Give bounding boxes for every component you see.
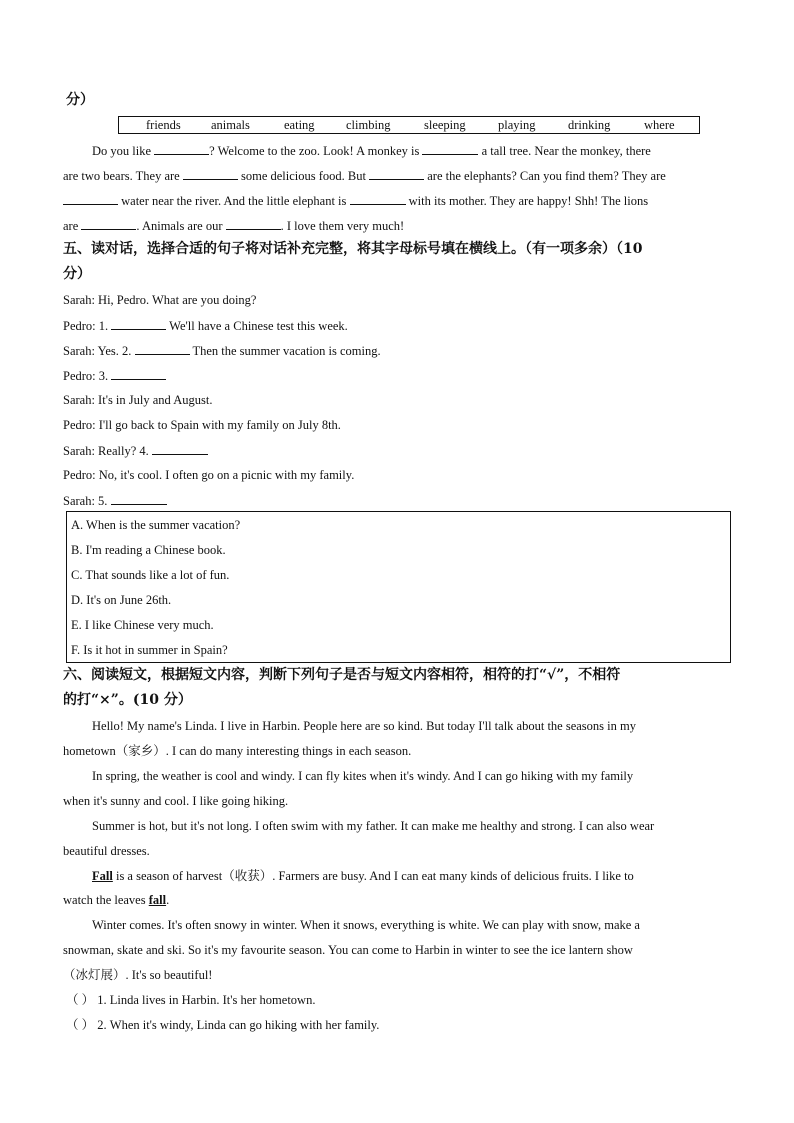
dialogue-line: Sarah: 5. [63,492,167,509]
emphasis-word: fall [148,893,167,907]
answer-blank[interactable] [152,442,208,455]
option-item: A. When is the summer vacation? [71,518,241,532]
reading-paragraph-line: beautiful dresses. [63,844,150,858]
reading-paragraph-line: when it's sunny and cool. I like going hiking. [63,794,289,808]
section-title: 六、阅读短文，根据短文内容，判断下列句子是否与短文内容相符，相符的打“√”，不相符 [63,667,621,683]
answer-blank[interactable] [183,167,238,180]
answer-blank[interactable] [111,317,166,330]
reading-paragraph-line: Summer is hot, but it's not long. I often swim with my father. It can make me healthy and strong. I can also wear [92,819,655,833]
section-title-cont: 的打“×”。(10 分） [63,692,192,708]
reading-paragraph-line: In spring, the weather is cool and windy. I can fly kites when it's windy. And I can go hiking with my family [92,769,634,783]
dialogue-line: Sarah: Hi, Pedro. What are you doing? [63,293,257,307]
section-title-continuation: 分） [66,92,94,108]
word-bank-item: eating [284,118,315,132]
answer-blank[interactable] [135,342,190,355]
answer-blank[interactable] [154,142,209,155]
option-item: E. I like Chinese very much. [71,618,214,632]
answer-paren[interactable]: （ ） [66,993,95,1007]
dialogue-line: Pedro: I'll go back to Spain with my family on July 8th. [63,418,341,432]
passage-line: water near the river. And the little elephant is with its mother. They are happy! Shh! The lions [63,192,648,209]
answer-paren[interactable]: （ ） [66,1018,95,1032]
option-item: D. It's on June 26th. [71,593,172,607]
word-bank-item: animals [211,118,250,132]
word-bank-item: where [644,118,675,132]
dialogue-line: Sarah: It's in July and August. [63,393,213,407]
reading-paragraph-line: watch the leaves fall. [63,893,170,907]
emphasis-word: Fall [92,869,113,883]
section-title-cont: 分） [63,266,91,282]
options-box [66,511,731,663]
dialogue-line: Pedro: 1. We'll have a Chinese test this week. [63,319,348,333]
reading-paragraph-line: Fall is a season of harvest（收获）. Farmers are busy. And I can eat many kinds of delicious fruits. I like to [92,869,634,883]
word-bank [118,116,700,134]
reading-paragraph-line: （冰灯展）. It's so beautiful! [63,968,213,982]
answer-blank[interactable] [111,367,166,380]
answer-blank[interactable] [63,192,118,205]
passage-line: Do you like ? Welcome to the zoo. Look! A monkey is a tall tree. Near the monkey, there [92,144,651,158]
answer-blank[interactable] [422,142,478,155]
reading-paragraph-line: hometown（家乡）. I can do many interesting things in each season. [63,744,412,758]
word-bank-item: playing [498,118,536,132]
word-bank-item: climbing [346,118,391,132]
option-item: B. I'm reading a Chinese book. [71,543,226,557]
answer-blank[interactable] [81,217,136,230]
dialogue-line: Sarah: Yes. 2. Then the summer vacation is coming. [63,344,381,358]
passage-line: are two bears. They are some delicious food. But are the elephants? Can you find them? They are [63,169,666,183]
answer-blank[interactable] [350,192,406,205]
section-title: 五、读对话，选择合适的句子将对话补充完整，将其字母标号填在横线上。（有一项多余）（10 [63,241,643,257]
reading-paragraph-line: snowman, skate and ski. So it's my favourite season. You can come to Harbin in winter to see the ice lantern show [63,943,633,957]
answer-blank[interactable] [369,167,424,180]
judge-item: （ ） 2. When it's windy, Linda can go hiking with her family. [66,1018,380,1032]
dialogue-line: Sarah: Really? 4. [63,442,208,459]
passage-line: are . Animals are our . I love them very much! [63,219,405,233]
judge-item: （ ） 1. Linda lives in Harbin. It's her hometown. [66,993,316,1007]
answer-blank[interactable] [111,492,167,505]
dialogue-line: Pedro: 3. [63,367,166,384]
dialogue-line: Pedro: No, it's cool. I often go on a picnic with my family. [63,468,355,482]
word-bank-item: drinking [568,118,611,132]
word-bank-item: sleeping [424,118,466,132]
word-bank-item: friends [146,118,181,132]
option-item: F. Is it hot in summer in Spain? [71,643,228,657]
answer-blank[interactable] [226,217,281,230]
reading-paragraph-line: Hello! My name's Linda. I live in Harbin. People here are so kind. But today I'll talk about the seasons in my [92,719,636,733]
option-item: C. That sounds like a lot of fun. [71,568,230,582]
reading-paragraph-line: Winter comes. It's often snowy in winter. When it snows, everything is white. We can play with snow, make a [92,918,640,932]
